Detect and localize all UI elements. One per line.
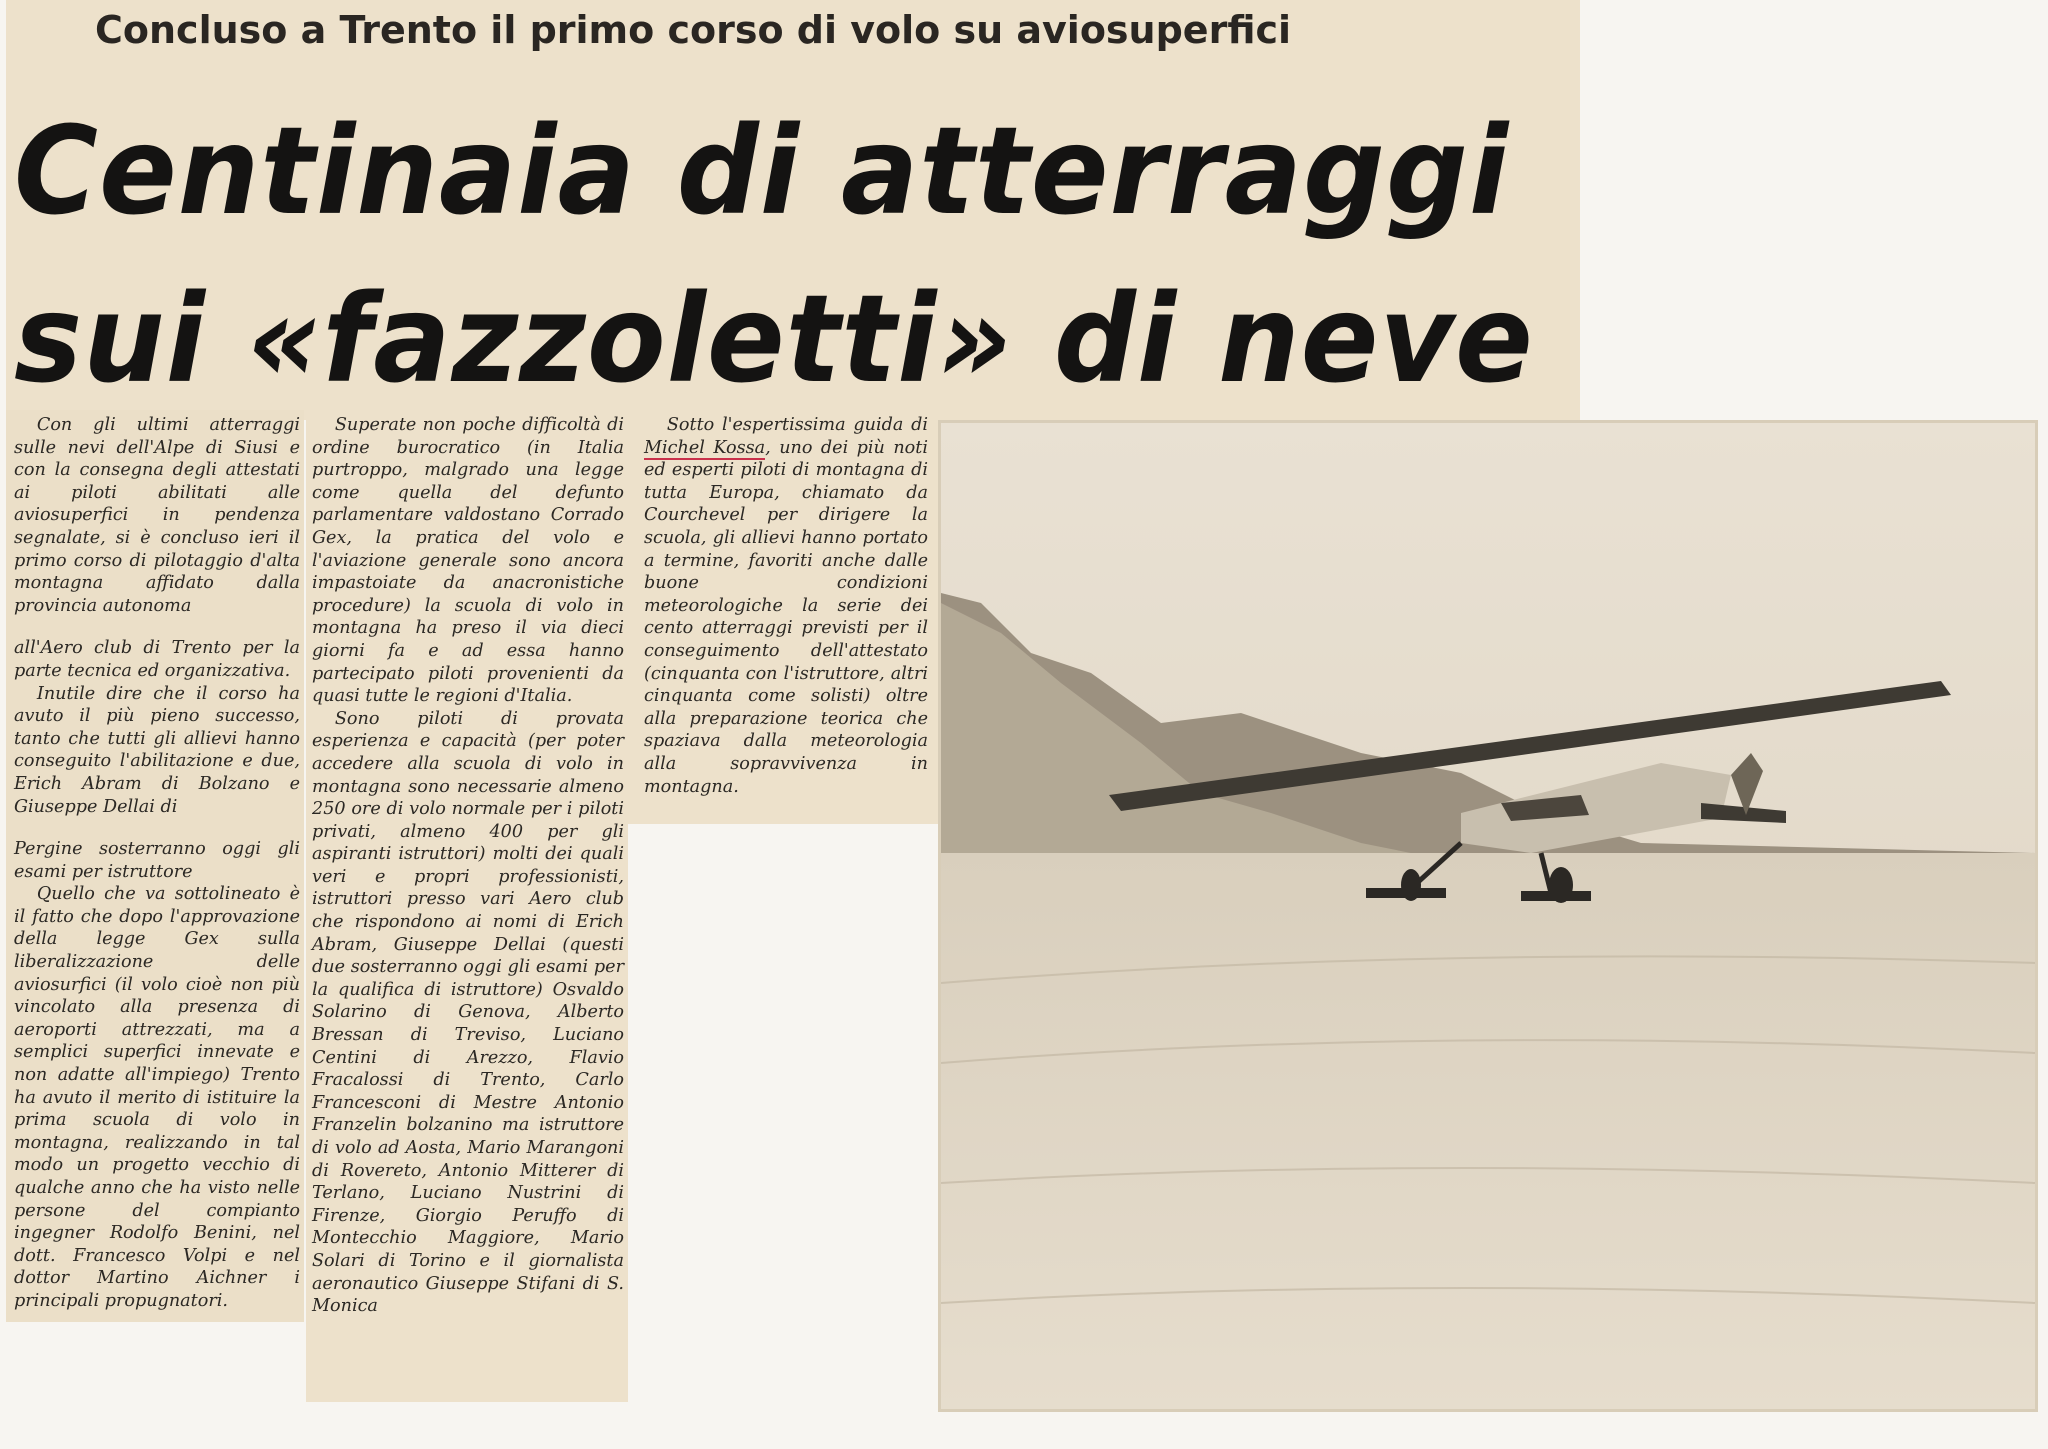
article-column-2 [312, 414, 624, 1318]
article-column-1 [14, 414, 300, 1313]
paragraph: Superate non poche difficoltà di ordine burocratico (in Italia purtroppo, malgrado una legge come quella del defunto parlamentare valdostano Corrado Gex, la pratica del volo e l'aviazione generale sono ancora impastoiate da anacronistiche procedure) la scuola di volo in montagna ha preso il via dieci giorni fa e ad essa hanno partecipato piloti provenienti da quasi tutte le regioni d'Italia. [312, 415, 624, 707]
paragraph: Sono piloti di provata esperienza e capacità (per poter accedere alla scuola di volo in montagna sono necessarie almeno 250 ore di volo normale per i piloti privati, almeno 400 per gli aspiranti istruttori) molti dei quali veri e propri professionisti, istruttori presso vari Aero club che rispondono ai nomi di Erich Abram, Giuseppe Dellai (questi due sosterranno oggi gli esami per la qualifica di istruttore) Osvaldo Solarino di Genova, Alberto Bressan di Treviso, Luciano Centini di Arezzo, Flavio Fracalossi di Trento, Carlo Francesconi di Mestre Antonio Franzelin bolzanino ma istruttore di volo ad Aosta, Mario Marangoni di Rovereto, Antonio Mitterer di Terlano, Luciano Nustrini di Firenze, Giorgio Peruffo di Montecchio Maggiore, Mario Solari di Torino e il giornalista aeronautico Giuseppe Stifani di S. Monica [312, 708, 624, 1317]
kicker-headline: Concluso a Trento il primo corso di volo su aviosuperfici [95, 8, 1292, 52]
article-column-3 [644, 414, 928, 798]
paragraph: Quello che va sottolineato è il fatto che dopo l'approvazione della legge Gex sulla liberalizzazione delle aviosurfici (il volo cioè non più vincolato alla presenza di aeroporti attrezzati, ma a semplici superfici innevate e non adatte all'impiego) Trento ha avuto il merito di istituire la prima scuola di volo in montagna, realizzando in tal modo un progetto vecchio di qualche anno che ha visto nelle persone del compianto ingegner Rodolfo Benini, nel dott. Francesco Volpi e nel dottor Martino Aichner i principali propugnatori. [14, 884, 300, 1311]
underlined-name: Michel Kossa [644, 437, 766, 458]
paragraph: Sotto l'espertissima guida di Michel Kossa, uno dei più noti ed esperti piloti di montagna di tutta Europa, chiamato da Courchevel per dirigere la scuola, gli allievi hanno portato a termine, favoriti anche dalle buone condizioni meteorologiche la serie dei cento atterraggi previsti per il conseguimento dell'attestato (cinquanta con l'istruttore, altri cinquanta come solisti) oltre alla preparazione teorica che spaziava dalla meteorologia alla sopravvivenza in montagna. [644, 415, 928, 797]
paragraph: Pergine sosterranno oggi gli esami per istruttore [14, 839, 300, 882]
paragraph: Inutile dire che il corso ha avuto il più pieno successo, tanto che tutti gli allievi hanno conseguito l'abilitazione e due, Erich Abram di Bolzano e Giuseppe Dellai di [14, 683, 300, 817]
airplane-photo [938, 420, 2038, 1412]
paragraph: Con gli ultimi atterraggi sulle nevi dell'Alpe di Siusi e con la consegna degli attestati ai piloti abilitati alle aviosuperfici in pendenza segnalate, si è concluso ieri il primo corso di pilotaggio d'alta montagna affidato dalla provincia autonoma [14, 415, 300, 616]
headline-line-1: Centinaia di atterraggi [14, 101, 1510, 242]
headline-line-2: sui «fazzoletti» di neve [14, 269, 1534, 410]
paragraph: all'Aero club di Trento per la parte tecnica ed organizzativa. [14, 638, 300, 681]
airplane-on-snow-image [941, 423, 2035, 1409]
